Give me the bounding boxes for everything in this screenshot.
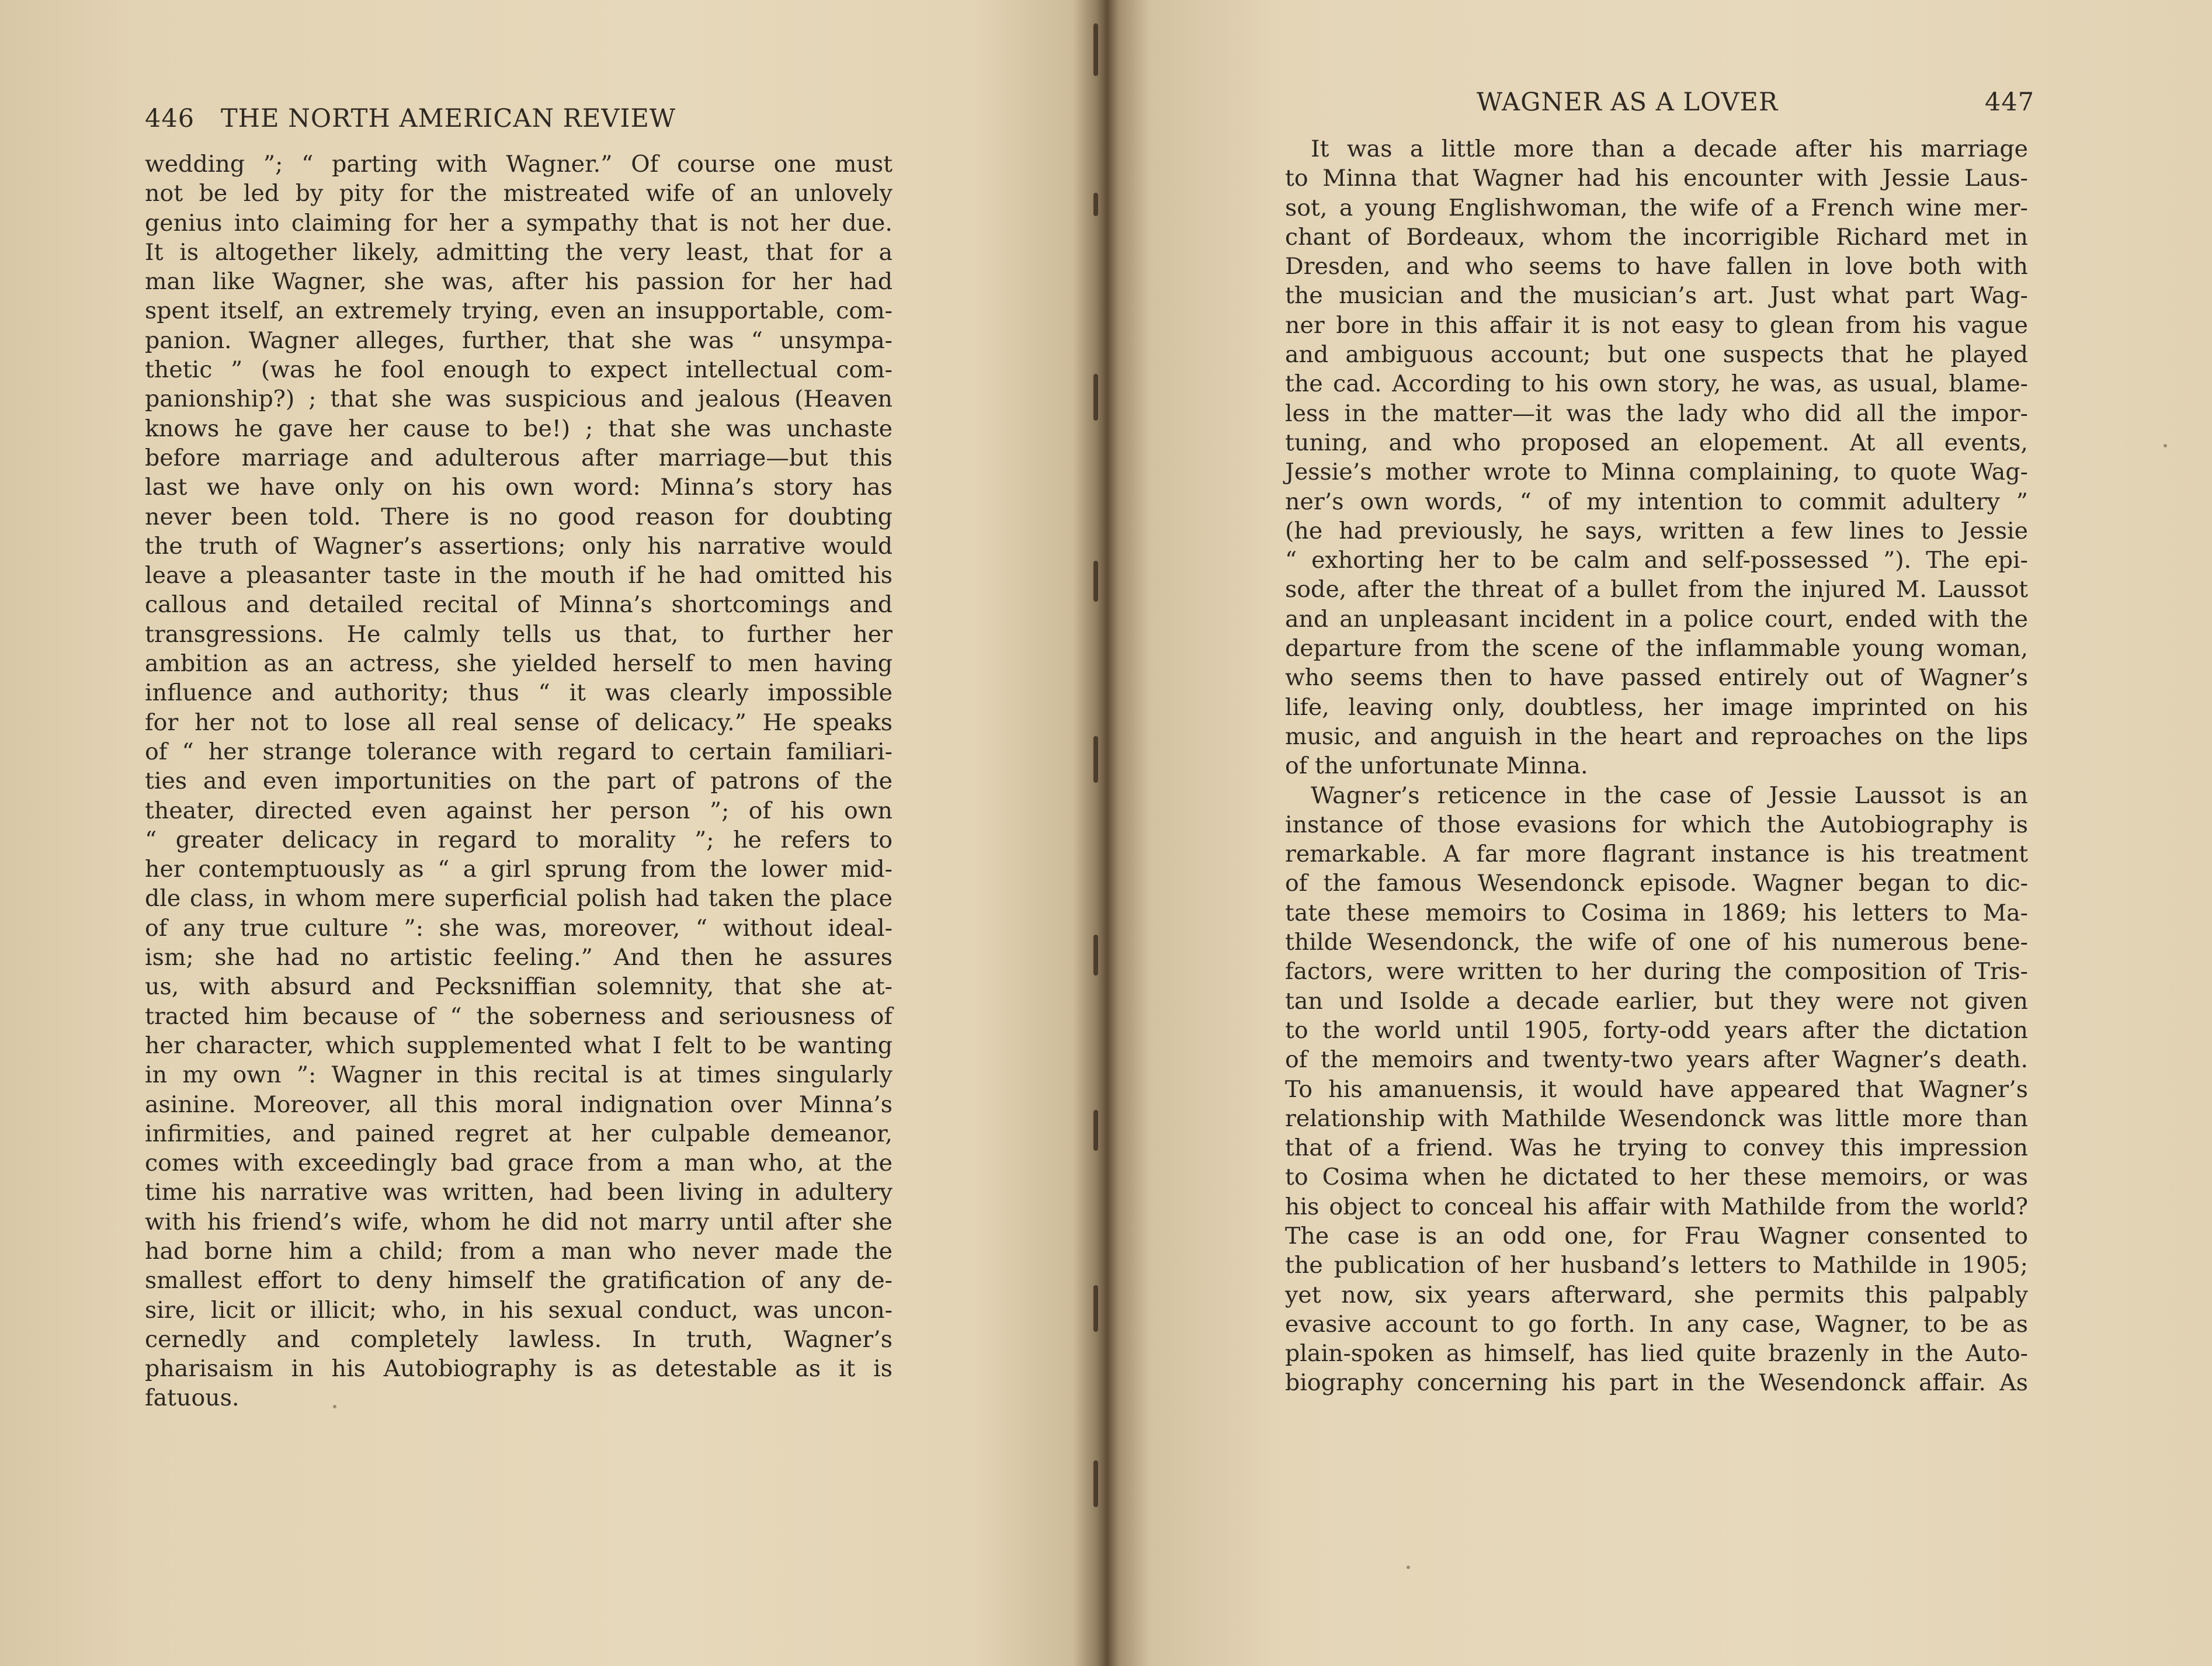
text-line: ner bore in this affair it is not easy to glean from his vague <box>1285 311 2028 339</box>
text-line: factors, were written to her during the composition of Tris- <box>1285 958 2028 985</box>
text-line: with his friend’s wife, whom he did not marry until after she <box>145 1208 893 1235</box>
spine-thread <box>1093 23 1098 76</box>
text-line: ism; she had no artistic feeling.” And then he assures <box>145 944 893 971</box>
text-line: less in the matter—it was the lady who did all the impor- <box>1285 400 2028 427</box>
text-line: Wagner’s reticence in the case of Jessie Laussot is an <box>1311 782 2028 809</box>
spine-thread <box>1093 193 1098 216</box>
text-line: not be led by pity for the mistreated wife of an unlovely <box>145 180 893 207</box>
text-line: the musician and the musician’s art. Just what part Wag- <box>1285 282 2028 310</box>
text-line: “ greater delicacy in regard to morality ”; he refers to <box>145 826 893 853</box>
text-line: knows he gave her cause to be!) ; that she was unchaste <box>145 415 893 442</box>
text-line: sire, licit or illicit; who, in his sexual conduct, was uncon- <box>145 1296 893 1324</box>
left-running-head: THE NORTH AMERICAN REVIEW <box>221 104 676 133</box>
text-line: that of a friend. Was he trying to convey this impression <box>1285 1134 2028 1162</box>
text-line: transgressions. He calmly tells us that, to further her <box>145 620 893 648</box>
text-line: influence and authority; thus “ it was clearly impossible <box>145 679 893 707</box>
text-line: smallest effort to deny himself the gratification of any de- <box>145 1267 893 1294</box>
text-line: tuning, and who proposed an elopement. At all events, <box>1285 429 2028 456</box>
text-line: dle class, in whom mere superficial polish had taken the place <box>145 885 893 912</box>
text-line: and ambiguous account; but one suspects that he played <box>1285 341 2028 369</box>
text-line: last we have only on his own word: Minna’s story has <box>145 474 893 501</box>
text-line: to Cosima when he dictated to her these memoirs, or was <box>1285 1164 2028 1191</box>
text-line: tracted him because of “ the soberness and seriousness of <box>145 1002 893 1030</box>
text-line: tate these memoirs to Cosima in 1869; his letters to Ma- <box>1285 899 2028 926</box>
text-line: chant of Bordeaux, whom the incorrigible Richard met in <box>1285 223 2028 251</box>
spine-thread <box>1093 736 1098 783</box>
text-line: (he had previously, he says, written a few lines to Jessie <box>1285 517 2028 544</box>
text-line: leave a pleasanter taste in the mouth if he had omitted his <box>145 562 893 589</box>
right-page-body <box>1285 134 2028 1398</box>
text-line: thilde Wesendonck, the wife of one of his numerous bene- <box>1285 929 2028 956</box>
text-line: in my own ”: Wagner in this recital is at times singularly <box>145 1061 893 1089</box>
text-line: yet now, six years afterward, she permits this palpably <box>1285 1281 2028 1308</box>
text-line: pharisaism in his Autobiography is as detestable as it is <box>145 1355 893 1383</box>
text-line: the truth of Wagner’s assertions; only his narrative would <box>145 532 893 560</box>
text-line: his object to conceal his affair with Mathilde from the world? <box>1285 1193 2028 1220</box>
paper-speck <box>1407 1566 1410 1569</box>
text-line: tan und Isolde a decade earlier, but they were not given <box>1285 987 2028 1015</box>
text-line: time his narrative was written, had been living in adultery <box>145 1179 893 1206</box>
text-line: callous and detailed recital of Minna’s shortcomings and <box>145 591 893 619</box>
text-line: us, with absurd and Pecksniffian solemnity, that she at- <box>145 973 893 1001</box>
text-line: ties and even importunities on the part of patrons of the <box>145 768 893 795</box>
text-line: before marriage and adulterous after marriage—but this <box>145 444 893 471</box>
left-page-body <box>145 150 893 1413</box>
text-line: To his amanuensis, it would have appeared that Wagner’s <box>1285 1075 2028 1103</box>
text-line: plain-spoken as himself, has lied quite brazenly in the Auto- <box>1285 1340 2028 1367</box>
text-line: the cad. According to his own story, he was, as usual, blame- <box>1285 370 2028 398</box>
text-line: man like Wagner, she was, after his passion for her had <box>145 268 893 296</box>
text-line: of “ her strange tolerance with regard to certain familiari- <box>145 738 893 765</box>
text-line: genius into claiming for her a sympathy that is not her due. <box>145 209 893 237</box>
right-page-number: 447 <box>1985 88 2035 117</box>
text-line: panion. Wagner alleges, further, that she was “ unsympa- <box>145 327 893 354</box>
text-line: of the famous Wesendonck episode. Wagner began to dic- <box>1285 870 2028 897</box>
text-line: for her not to lose all real sense of delicacy.” He speaks <box>145 709 893 736</box>
spine-thread <box>1093 1460 1098 1507</box>
text-line: sot, a young Englishwoman, the wife of a French wine mer- <box>1285 194 2028 221</box>
paper-speck <box>333 1405 336 1408</box>
text-line: cernedly and completely lawless. In truth, Wagner’s <box>145 1325 893 1353</box>
text-line: departure from the scene of the inflammable young woman, <box>1285 635 2028 662</box>
text-line: asinine. Moreover, all this moral indignation over Minna’s <box>145 1091 893 1118</box>
text-line: and an unpleasant incident in a police court, ended with the <box>1285 605 2028 633</box>
left-page-number: 446 <box>145 104 195 133</box>
text-line: Jessie’s mother wrote to Minna complaining, to quote Wag- <box>1285 459 2028 486</box>
text-line: to the world until 1905, forty-odd years after the dictation <box>1285 1016 2028 1044</box>
text-line: biography concerning his part in the Wesendonck affair. As <box>1285 1369 2028 1397</box>
text-line: the publication of her husband’s letters to Mathilde in 1905; <box>1285 1252 2028 1279</box>
text-line: panionship?) ; that she was suspicious and jealous (Heaven <box>145 386 893 413</box>
text-line: relationship with Mathilde Wesendonck was little more than <box>1285 1105 2028 1132</box>
text-line: infirmities, and pained regret at her culpable demeanor, <box>145 1120 893 1147</box>
text-line: never been told. There is no good reason for doubting <box>145 503 893 530</box>
text-line: remarkable. A far more flagrant instance is his treatment <box>1285 841 2028 868</box>
right-running-head: WAGNER AS A LOVER <box>1477 88 1779 117</box>
text-line: thetic ” (was he fool enough to expect intellectual com- <box>145 356 893 384</box>
text-line: It is altogether likely, admitting the very least, that for a <box>145 238 893 266</box>
text-line: The case is an odd one, for Frau Wagner consented to <box>1285 1222 2028 1250</box>
text-line: of the unfortunate Minna. <box>1285 752 1588 780</box>
spine-thread <box>1093 374 1098 421</box>
text-line: fatuous. <box>145 1384 239 1412</box>
spine-thread <box>1093 561 1098 602</box>
text-line: life, leaving only, doubtless, her image imprinted on his <box>1285 693 2028 721</box>
spine-thread <box>1093 1110 1098 1151</box>
text-line: sode, after the threat of a bullet from the injured M. Laussot <box>1285 576 2028 603</box>
text-line: had borne him a child; from a man who never made the <box>145 1237 893 1265</box>
text-line: theater, directed even against her person ”; of his own <box>145 797 893 824</box>
text-line: to Minna that Wagner had his encounter with Jessie Laus- <box>1285 165 2028 192</box>
text-line: “ exhorting her to be calm and self-possessed ”). The epi- <box>1285 547 2028 574</box>
text-line: of the memoirs and twenty-two years after Wagner’s death. <box>1285 1046 2028 1074</box>
text-line: Dresden, and who seems to have fallen in love both with <box>1285 253 2028 280</box>
text-line: her character, which supplemented what I felt to be wanting <box>145 1032 893 1059</box>
text-line: who seems then to have passed entirely out of Wagner’s <box>1285 664 2028 692</box>
text-line: ambition as an actress, she yielded herself to men having <box>145 650 893 678</box>
text-line: of any true culture ”: she was, moreover, “ without ideal- <box>145 914 893 942</box>
text-line: evasive account to go forth. In any case, Wagner, to be as <box>1285 1310 2028 1338</box>
text-line: It was a little more than a decade after his marriage <box>1311 136 2028 162</box>
text-line: her contemptuously as “ a girl sprung from the lower mid- <box>145 856 893 883</box>
text-line: comes with exceedingly bad grace from a man who, at the <box>145 1150 893 1177</box>
text-line: spent itself, an extremely trying, even an insupportable, com- <box>145 297 893 325</box>
paper-speck <box>2164 444 2167 447</box>
text-line: instance of those evasions for which the Autobiography is <box>1285 811 2028 838</box>
spine-thread <box>1093 1285 1098 1332</box>
text-line: wedding ”; “ parting with Wagner.” Of course one must <box>145 151 893 178</box>
text-line: music, and anguish in the heart and reproaches on the lips <box>1285 723 2028 750</box>
spine-thread <box>1093 935 1098 976</box>
text-line: ner’s own words, “ of my intention to commit adultery ” <box>1285 488 2028 515</box>
